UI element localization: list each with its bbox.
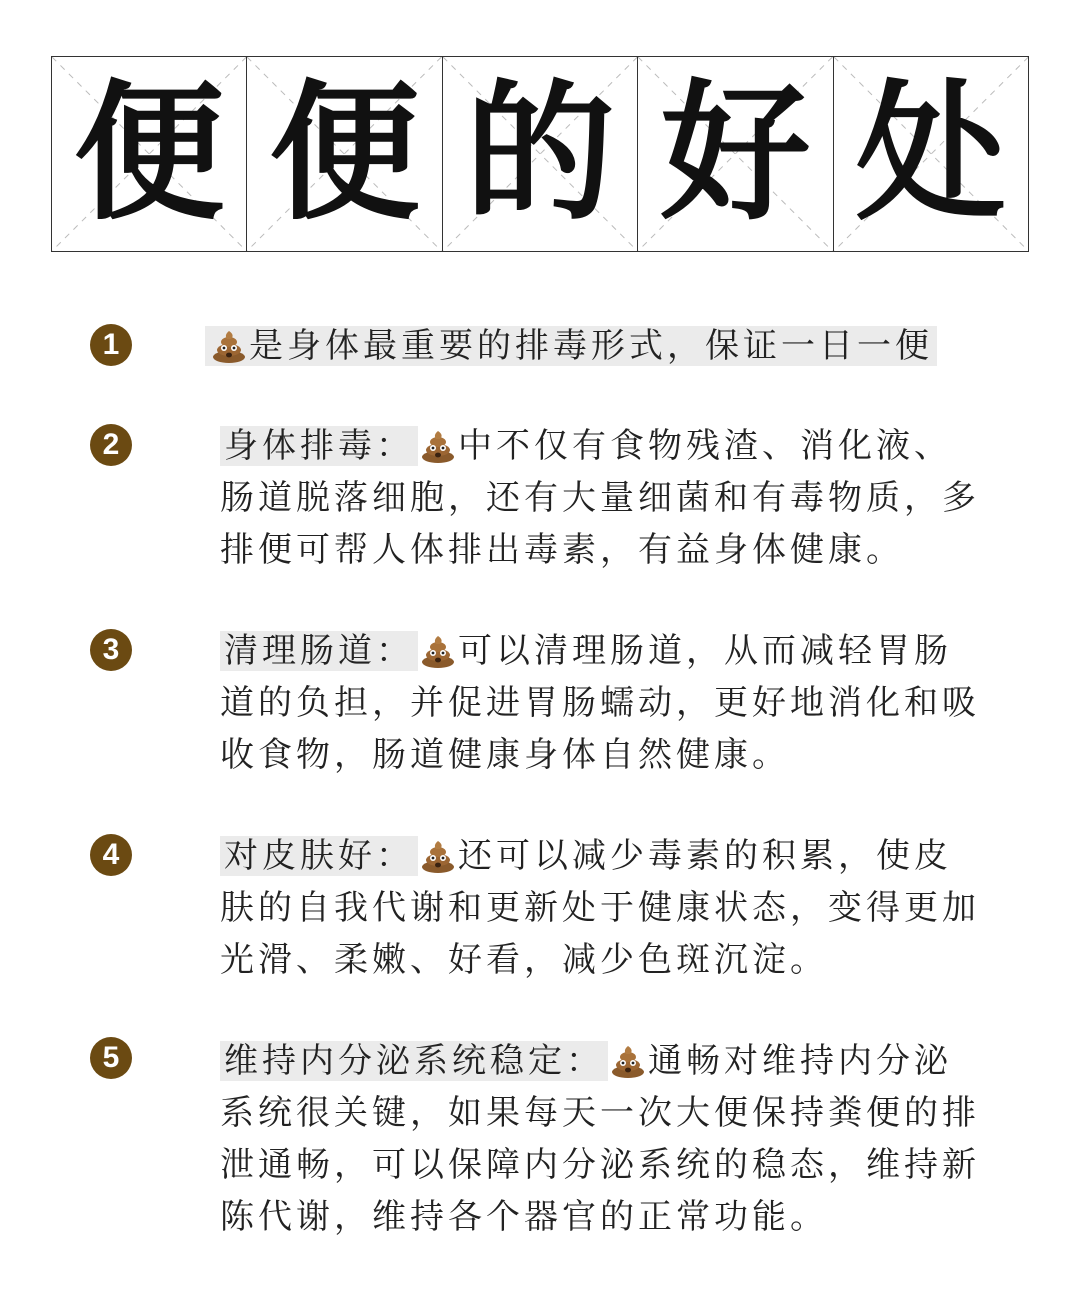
title-char: 好 xyxy=(660,67,811,241)
item-text: 可以清理肠道，从而减轻胃肠道的负担，并促进胃肠蠕动，更好地消化和吸收食物，肠道健康身体自然健康。 xyxy=(220,631,980,775)
item-paragraph xyxy=(220,1035,980,1243)
poo-emoji-icon xyxy=(610,1042,646,1078)
title-cell xyxy=(834,57,1028,251)
item-paragraph xyxy=(220,830,980,986)
highlight-line xyxy=(205,326,937,366)
item-text: 还可以减少毒素的积累，使皮肤的自我代谢和更新处于健康状态，变得更加光滑、柔嫩、好看，减少色斑沉淀。 xyxy=(220,836,980,980)
number-badge: 2 xyxy=(90,424,132,466)
poo-emoji-icon xyxy=(420,632,456,668)
title-char: 处 xyxy=(855,67,1006,241)
poo-emoji-icon xyxy=(420,837,456,873)
item-label: 清理肠道： xyxy=(220,631,418,671)
item-label: 身体排毒： xyxy=(220,426,418,466)
title-cell xyxy=(247,57,442,251)
item-paragraph xyxy=(220,625,980,781)
item-text: 通畅对维持内分泌系统很关键，如果每天一次大便保持粪便的排泄通畅，可以保障内分泌系统的稳态，维持新陈代谢，维持各个器官的正常功能。 xyxy=(220,1041,980,1237)
number-badge: 5 xyxy=(90,1037,132,1079)
number-badge: 1 xyxy=(90,324,132,366)
title-cell xyxy=(52,57,247,251)
item-text: 是身体最重要的排毒形式，保证一日一便 xyxy=(249,326,933,366)
number-badge: 4 xyxy=(90,834,132,876)
poo-emoji-icon xyxy=(420,427,456,463)
number-badge: 3 xyxy=(90,629,132,671)
item-paragraph xyxy=(220,420,980,576)
title-cell xyxy=(638,57,833,251)
title-char: 的 xyxy=(465,67,616,241)
item-label: 维持内分泌系统稳定： xyxy=(220,1041,608,1081)
item-label: 对皮肤好： xyxy=(220,836,418,876)
poo-emoji-icon xyxy=(211,327,247,363)
title-char: 便 xyxy=(74,67,225,241)
item-text: 中不仅有食物残渣、消化液、肠道脱落细胞，还有大量细菌和有毒物质，多排便可帮人体排出毒素，有益身体健康。 xyxy=(220,426,980,570)
title-grid xyxy=(51,56,1029,252)
title-cell xyxy=(443,57,638,251)
item-paragraph xyxy=(205,320,965,372)
title-char: 便 xyxy=(269,67,420,241)
